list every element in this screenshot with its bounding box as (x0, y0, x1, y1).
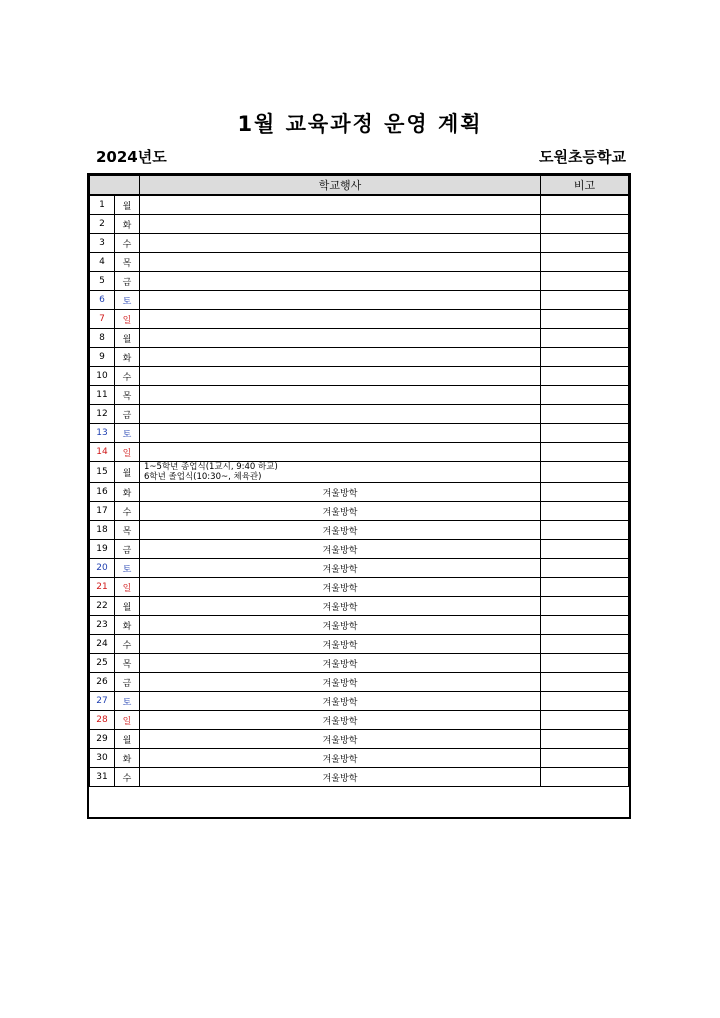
day-of-week: 월 (115, 329, 140, 348)
note-cell (541, 443, 629, 462)
day-of-week: 일 (115, 578, 140, 597)
table-row (90, 540, 629, 559)
day-number: 9 (90, 348, 115, 367)
note-cell (541, 215, 629, 234)
note-cell (541, 483, 629, 502)
note-cell (541, 540, 629, 559)
note-cell (541, 348, 629, 367)
event-cell (140, 291, 541, 310)
table-row (90, 348, 629, 367)
day-number: 28 (90, 711, 115, 730)
day-number: 20 (90, 559, 115, 578)
note-cell (541, 310, 629, 329)
event-cell (140, 215, 541, 234)
day-of-week: 금 (115, 540, 140, 559)
day-of-week: 수 (115, 502, 140, 521)
event-cell (140, 348, 541, 367)
table-row (90, 386, 629, 405)
table-row (90, 405, 629, 424)
event-cell: 겨울방학 (140, 597, 541, 616)
event-cell: 겨울방학 (140, 673, 541, 692)
day-of-week: 일 (115, 443, 140, 462)
day-of-week: 수 (115, 367, 140, 386)
day-of-week: 월 (115, 462, 140, 483)
table-row (90, 424, 629, 443)
note-cell (541, 405, 629, 424)
event-cell: 겨울방학 (140, 654, 541, 673)
day-number: 21 (90, 578, 115, 597)
note-cell (541, 711, 629, 730)
table-row (90, 692, 629, 711)
schedule-table-container (87, 173, 631, 819)
note-cell (541, 234, 629, 253)
day-of-week: 화 (115, 483, 140, 502)
day-of-week: 화 (115, 616, 140, 635)
day-of-week: 목 (115, 386, 140, 405)
event-cell: 겨울방학 (140, 635, 541, 654)
event-cell (140, 272, 541, 291)
day-of-week: 목 (115, 253, 140, 272)
page-title: 1월 교육과정 운영 계획 (237, 112, 483, 136)
day-number: 4 (90, 253, 115, 272)
event-cell: 겨울방학 (140, 483, 541, 502)
table-row (90, 578, 629, 597)
day-number: 10 (90, 367, 115, 386)
day-of-week: 금 (115, 272, 140, 291)
table-row (90, 253, 629, 272)
table-row (90, 749, 629, 768)
table-row (90, 521, 629, 540)
year-label: 2024년도 (96, 148, 167, 166)
day-number: 15 (90, 462, 115, 483)
day-of-week: 목 (115, 654, 140, 673)
table-row (90, 462, 629, 483)
day-number: 5 (90, 272, 115, 291)
day-of-week: 토 (115, 291, 140, 310)
day-number: 31 (90, 768, 115, 787)
day-number: 17 (90, 502, 115, 521)
day-number: 24 (90, 635, 115, 654)
note-cell (541, 749, 629, 768)
event-cell (140, 367, 541, 386)
note-cell (541, 272, 629, 291)
event-cell: 겨울방학 (140, 730, 541, 749)
day-of-week: 월 (115, 195, 140, 215)
day-number: 6 (90, 291, 115, 310)
day-of-week: 금 (115, 673, 140, 692)
table-row (90, 367, 629, 386)
event-cell (140, 386, 541, 405)
day-of-week: 화 (115, 749, 140, 768)
event-cell (140, 253, 541, 272)
table-row (90, 291, 629, 310)
day-number: 27 (90, 692, 115, 711)
event-cell (140, 310, 541, 329)
day-of-week: 일 (115, 711, 140, 730)
table-row (90, 272, 629, 291)
event-cell: 겨울방학 (140, 559, 541, 578)
school-name: 도원초등학교 (539, 148, 626, 166)
table-row (90, 654, 629, 673)
event-cell: 겨울방학 (140, 616, 541, 635)
day-of-week: 일 (115, 310, 140, 329)
note-cell (541, 768, 629, 787)
day-of-week: 월 (115, 597, 140, 616)
day-number: 18 (90, 521, 115, 540)
note-cell (541, 195, 629, 215)
table-header-row (90, 176, 629, 196)
table-row (90, 502, 629, 521)
table-row (90, 559, 629, 578)
note-cell (541, 367, 629, 386)
table-row (90, 310, 629, 329)
table-row (90, 195, 629, 215)
day-number: 23 (90, 616, 115, 635)
day-of-week: 토 (115, 424, 140, 443)
day-of-week: 화 (115, 348, 140, 367)
day-number: 2 (90, 215, 115, 234)
day-number: 29 (90, 730, 115, 749)
day-of-week: 목 (115, 521, 140, 540)
note-cell (541, 424, 629, 443)
note-cell (541, 521, 629, 540)
day-number: 14 (90, 443, 115, 462)
day-number: 8 (90, 329, 115, 348)
table-row (90, 616, 629, 635)
day-number: 19 (90, 540, 115, 559)
day-number: 12 (90, 405, 115, 424)
table-row (90, 730, 629, 749)
event-cell: 겨울방학 (140, 768, 541, 787)
event-cell (140, 195, 541, 215)
note-cell (541, 578, 629, 597)
table-row (90, 215, 629, 234)
note-cell (541, 462, 629, 483)
day-number: 25 (90, 654, 115, 673)
day-number: 22 (90, 597, 115, 616)
day-of-week: 수 (115, 635, 140, 654)
note-cell (541, 730, 629, 749)
day-of-week: 월 (115, 730, 140, 749)
event-cell: 겨울방학 (140, 502, 541, 521)
schedule-table (89, 175, 629, 787)
event-cell (140, 424, 541, 443)
table-row (90, 711, 629, 730)
day-of-week: 금 (115, 405, 140, 424)
day-of-week: 수 (115, 234, 140, 253)
event-cell: 겨울방학 (140, 540, 541, 559)
note-cell (541, 559, 629, 578)
note-cell (541, 291, 629, 310)
note-cell (541, 654, 629, 673)
day-number: 11 (90, 386, 115, 405)
note-cell (541, 616, 629, 635)
event-cell: 겨울방학 (140, 521, 541, 540)
day-number: 16 (90, 483, 115, 502)
header-events: 학교행사 (140, 176, 541, 196)
event-cell: 겨울방학 (140, 749, 541, 768)
table-row (90, 443, 629, 462)
day-number: 1 (90, 195, 115, 215)
table-row (90, 673, 629, 692)
table-row (90, 597, 629, 616)
note-cell (541, 329, 629, 348)
event-cell (140, 405, 541, 424)
day-of-week: 화 (115, 215, 140, 234)
event-line: 1~5학년 종업식(1교시, 9:40 하교) (144, 462, 278, 472)
event-cell (140, 462, 541, 483)
event-cell: 겨울방학 (140, 578, 541, 597)
day-number: 3 (90, 234, 115, 253)
event-cell: 겨울방학 (140, 692, 541, 711)
note-cell (541, 502, 629, 521)
note-cell (541, 673, 629, 692)
event-cell (140, 443, 541, 462)
day-of-week: 토 (115, 692, 140, 711)
event-cell: 겨울방학 (140, 711, 541, 730)
table-row (90, 635, 629, 654)
note-cell (541, 597, 629, 616)
day-of-week: 수 (115, 768, 140, 787)
day-number: 26 (90, 673, 115, 692)
day-number: 7 (90, 310, 115, 329)
table-row (90, 768, 629, 787)
note-cell (541, 692, 629, 711)
note-cell (541, 253, 629, 272)
event-cell (140, 329, 541, 348)
day-number: 30 (90, 749, 115, 768)
header-notes: 비고 (541, 176, 629, 196)
table-row (90, 329, 629, 348)
header-date-cell (90, 176, 140, 196)
day-of-week: 토 (115, 559, 140, 578)
table-body (90, 195, 629, 787)
table-row (90, 483, 629, 502)
note-cell (541, 386, 629, 405)
event-line: 6학년 졸업식(10:30~, 체육관) (144, 472, 262, 482)
note-cell (541, 635, 629, 654)
day-number: 13 (90, 424, 115, 443)
table-row (90, 234, 629, 253)
event-cell (140, 234, 541, 253)
